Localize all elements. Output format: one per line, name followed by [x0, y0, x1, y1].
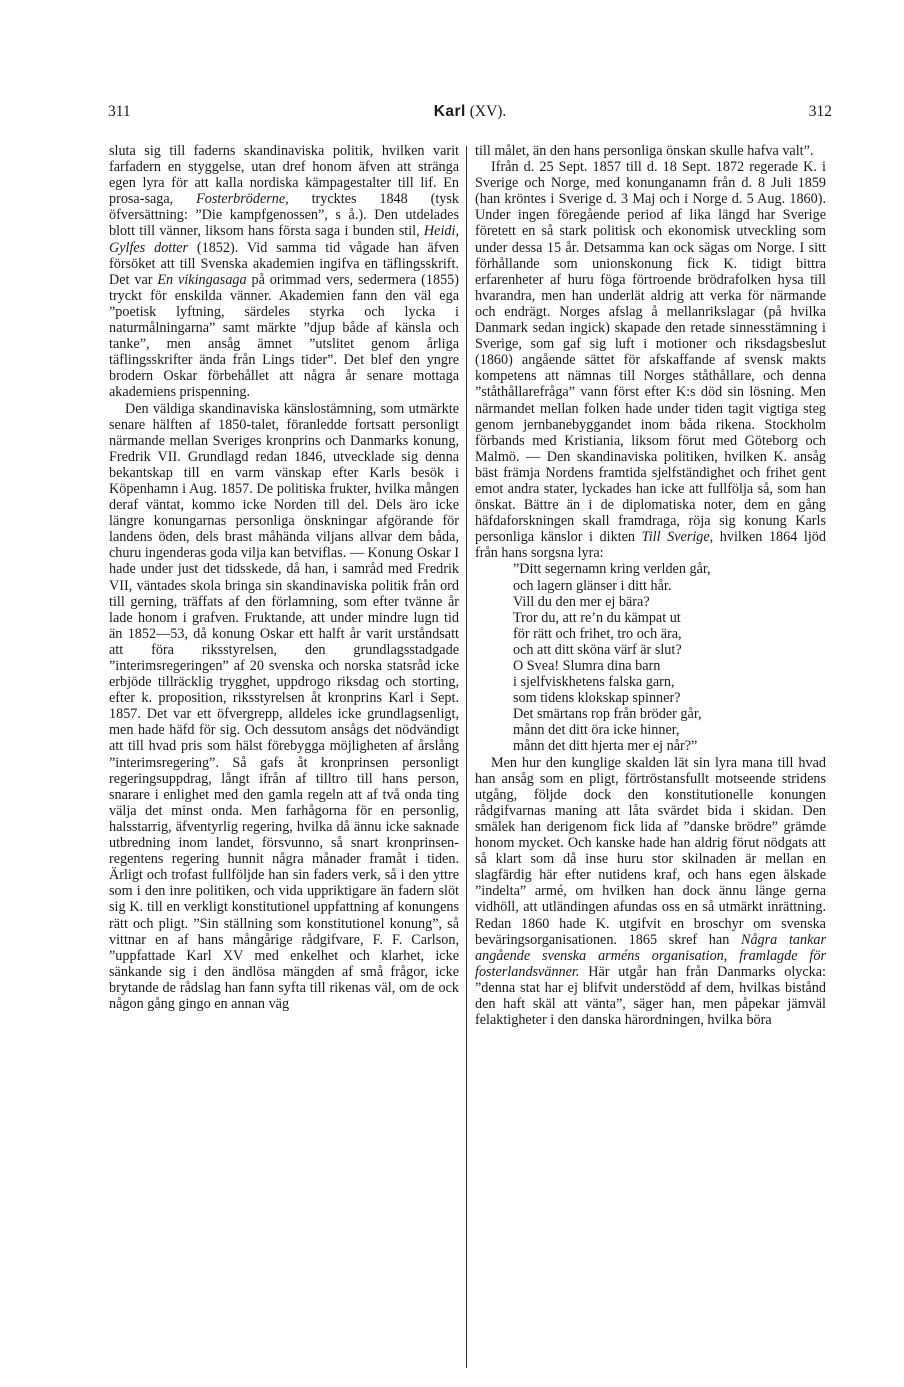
running-header — [108, 103, 832, 127]
poem-line: O Svea! Slumra dina barn — [513, 658, 661, 674]
italic-title: En vikingasaga — [157, 271, 247, 288]
right-column — [475, 143, 826, 1028]
poem-line: och att ditt sköna värf är slut? — [513, 641, 682, 658]
right-paragraph-1: till målet, än den hans personliga önskan skulle hafva valt”. — [475, 143, 814, 159]
italic-title: Fosterbröderne, — [196, 191, 289, 208]
poem-line: Det smärtans rop från bröder går, — [513, 706, 702, 723]
page-number-right: 312 — [808, 103, 832, 120]
text-run: Här utgår han från Danmarks olycka: ”denna stat har ej blifvit understödd af dem, hvilkas bistånd den haft skäl att vänta”, säger han, men påpekar jämväl felaktigheter i den danska härordningen, hvilka böra — [475, 963, 826, 1029]
poem-line: månn det ditt hjerta mer ej når?” — [513, 738, 698, 755]
italic-title: Några tankar angående svenska arméns organisation, framlagde för fosterlandsvänner. — [475, 931, 826, 980]
column-divider — [466, 146, 467, 1368]
running-title — [108, 103, 832, 121]
left-paragraph-2: Den väldiga skandinaviska känslostämning, som utmärkte senare hälften af 1850-talet, föranledde fortsatt personligt närmande mellan Sveriges kronprins och Danmarks konung, Fredrik VII. Grundlagd redan 1846, utvecklade sig denna bekantskap till en varm vänskap efter Karls besök i Köpenhamn i Aug. 1857. De politiska frukter, hvilka mången deraf väntat, kommo icke Norden till del. Dels äro icke längre konungarnas personliga önskningar afgörande för landens öden, dels brast måhända viljans allvar dem båda, churu ingenderas goda vilja kan betviflas. — Konung Oskar I hade under just det tidsskede, då han, i samråd med Fredrik VII, väntades skola bringa sin skandinaviska politik från ord till gerning, träffats af den förlamning, som efter tvänne år lade honom i grafven. Fruktande, att under mindre lugn tid än 1852—53, då konung Oskar ett halft år varit urståndsatt att föra riksstyrelsen, den grundlagsstadgade ”interimsregeringen” af 20 svenska och norska statsråd icke erbjöde tillräcklig trygghet, uppdrogo riksdag och storting, efter k. proposition, riksstyrelsen åt kronprins Karl i Sept. 1857. Det var ett öfvergrepp, alldeles icke grundlagsenligt, men hade häfd för sig. Och dessutom ansågs det nödvändigt att till hvad pris som hälst förebygga möjligheten af årslång ”interimsregering”. Så gafs åt kronprinsen personligt regeringsuppdrag, långt ifrån af tilltro till hans person, snarare i enlighet med den gamla regeln att af två onda ting välja det minst onda. Men farhågorna för en personlig, halsstarrig, äfventyrlig regering, hvilka då ännu icke saknade utbredning inom landet, försvunno, så snart kronprinsen-regentens regering hunnit några månader framåt i tiden. Ärligt och trofast fullföljde han sin faders verk, så i den yttre som i den inre politiken, och vida uppriktigare än fadern slöt sig K. till en verkligt konstitutionel uppfattning af konungens rätt och pligt. ”Sin ställning som konstitutionel konung”, så vittnar en af hans mångårige rådgifvare, F. F. Carlson, ”uppfattade Karl XV med enkelhet och klarhet, icke sänkande sig i den ändlösa mängden af små frågor, icke brytande de rådslag han fann syfta till rikenas väl, om de ock någon gång gingo en annan väg — [109, 400, 459, 1012]
running-title-rest: (XV). — [465, 103, 507, 120]
left-column — [109, 143, 459, 1012]
italic-title: Till Sverige, — [641, 529, 714, 546]
poem-line: ”Ditt segernamn kring verlden går, — [513, 561, 711, 578]
poem-line: Tror du, att re’n du kämpat ut — [513, 609, 681, 626]
text-run: Men hur den kunglige skalden lät sin lyra mana till hvad han ansåg som en pligt, förtröstansfullt motseende stridens utgång, följde dock den konstitutionelle konungen rådgifvarnas maning att låta svärdet bida i skidan. Den smälek han derigenom fick lida af ”danske brödre” grämde honom mycket. Och kanske hade han aldrig förut nödgats att så klart som då inse huru stor skilnaden är mellan en slagfärdig här efter nutidens kraf, och hans egen älskade ”indelta” armé, om hvilken han dock ännu länge gerna vidhöll, att utländingen afundas oss en så utmärkt inrättning. Redan 1860 hade K. utgifvit en broschyr om svenska beväringsorganisationen. 1865 skref han — [475, 754, 826, 948]
italic-title: Heidi, Gylfes dotter — [109, 223, 459, 256]
poem-line: som tidens klokskap spinner? — [513, 690, 681, 707]
text-run: hvilken 1864 ljöd från hans sorgsna lyra: — [475, 529, 826, 562]
text-run: Ifrån d. 25 Sept. 1857 till d. 18 Sept. 1872 regerade K. i Sverige och Norge, med konunganamn från d. 8 Juli 1859 (han kröntes i Sverige d. 3 Maj och i Norge d. 5 Aug. 1860). Under ingen föregående period af lika längd har Sverige företett en så stark politisk och ekonomisk utveckling som under dessa 15 år. Detsamma kan ock sägas om Norge. I sitt förhållande som unionskonung fick K. tidigt bittra erfarenheter af huru föga förtroende brödrafolken hysa till hvarandra, men han underlät aldrig att verka för närmande och endrägt. Norges afslag å mellanrikslagar (på hvilka Danmark sedan ingick) skapade den retade sinnesstämning i Sverige, som gaf sig luft i motioner och riksdagsbeslut (1860) angående sättet för afskaffande af svensk makts kompetens att nämnas till Norges ståthållare, och denna ”ståthållarefråga” vann först efter K:s död sin lösning. Men närmandet mellan folken hade under tiden tagit vigtiga steg genom jernbanebyggandet inom båda rikena. Stockholm förbands med Kristiania, liksom förut med Göteborg och Malmö. — Den skandinaviska politiken, hvilken K. ansåg bäst främja Nordens framtida sjelfständighet och frihet gent emot andra stater, lyckades han icke att fullfölja så, som han önskat. Bättre än i de diplomatiska noter, dem en gång häfdaforskningen skall framdraga, röja sig konung Karls personliga känslor i dikten — [475, 159, 826, 546]
right-paragraph-3 — [475, 755, 826, 1029]
text-run: (1852). Vid samma tid vågade han äfven försöket att till Svenska akademien ingifva en täflingsskrift. Det var — [109, 239, 459, 288]
poem-line: för rätt och frihet, tro och ära, — [513, 625, 682, 642]
poem-line: och lagern glänser i ditt hår. — [513, 577, 672, 594]
poem-line: Vill du den mer ej bära? — [513, 593, 650, 610]
page-number-left: 311 — [108, 103, 131, 120]
text-run: trycktes 1848 (tysk öfversättning: ”Die kampfgenossen”, s å.). Den utdelades blott till vänner, liksom hans första saga i bunden stil, — [109, 191, 459, 240]
text-run: på orimmad vers, sedermera (1855) tryckt för enskilda vänner. Akademien fann den väl ega ”poetisk lyftning, särdeles styrka och lycka i naturmålningarna” samt märkte ”djup både af känsla och tanke”, men ansåg ämnet ”utslitet genom årliga täflingsskrifter ända från Lings tider”. Det blef den yngre brodern Oskar förbehållet att några år senare mottaga akademiens prispenning. — [109, 271, 459, 401]
left-paragraph-1 — [109, 143, 459, 401]
poem — [513, 561, 826, 754]
running-title-name: Karl — [433, 103, 466, 120]
poem-line: månn det ditt öra icke hinner, — [513, 722, 680, 739]
right-paragraph-2 — [475, 159, 826, 561]
poem-line: i sjelfviskhetens falska garn, — [513, 674, 675, 691]
text-run: sluta sig till faderns skandinaviska politik, hvilken varit farfadern en styggelse, utan dref honom äfven att stränga egen lyra för att kalla nordiska kämpagestalter till lif. En prosa-saga, — [109, 143, 459, 208]
